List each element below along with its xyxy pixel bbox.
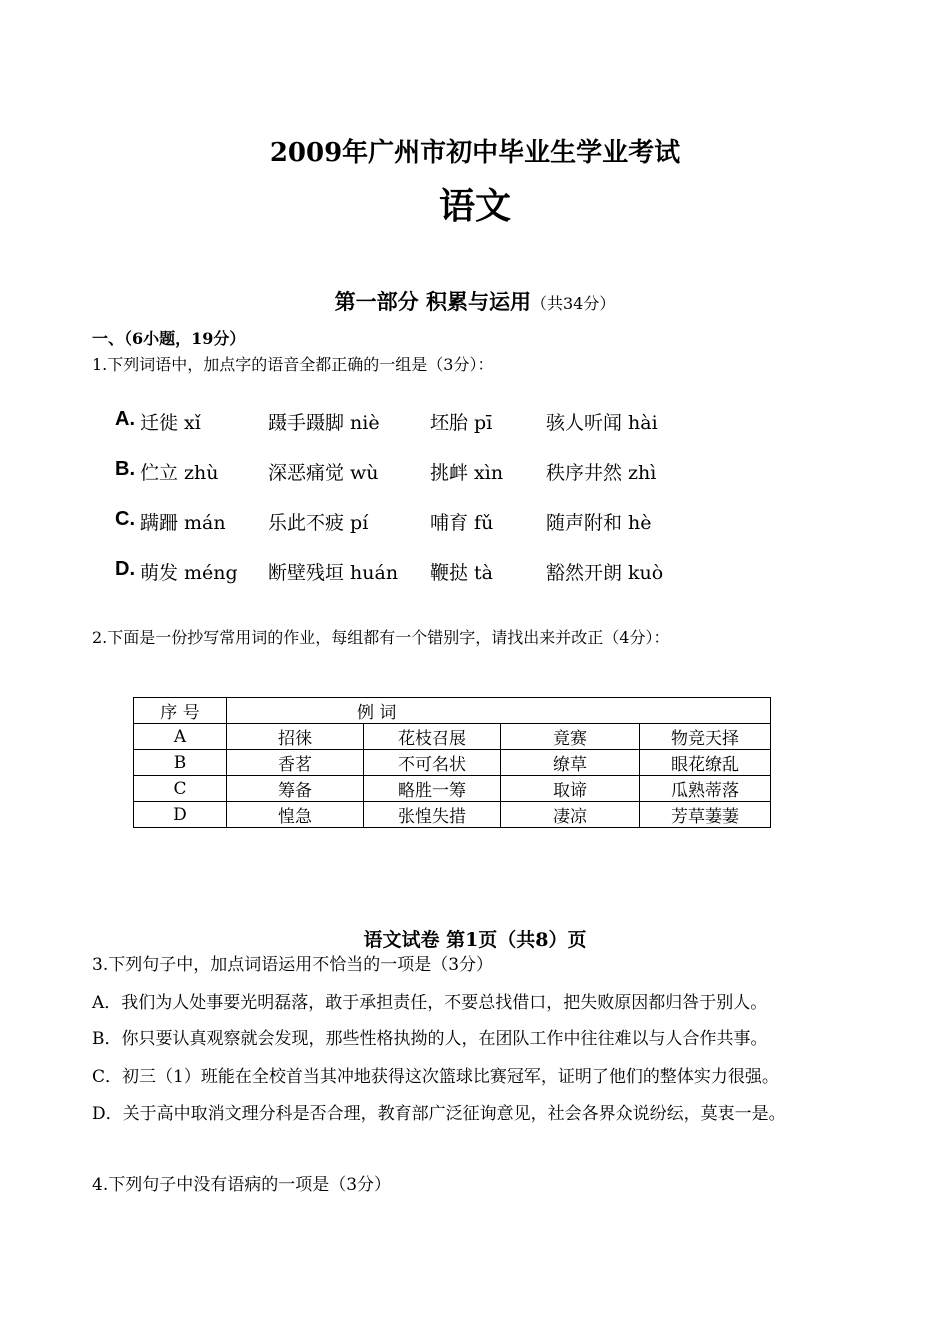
option-word: 迁徙 xǐ	[140, 412, 201, 434]
table-row	[134, 802, 771, 828]
table-cell: 物竞天择	[640, 724, 771, 750]
question-3-option-b: B．你只要认真观察就会发现，那些性格执拗的人，在团队工作中往往难以与人合作共事。	[92, 1029, 768, 1049]
table-cell: C	[134, 776, 227, 802]
table-cell: 香茗	[227, 750, 364, 776]
table-cell: 取谛	[501, 776, 640, 802]
page-footer: 语文试卷 第1页（共8）页	[363, 929, 587, 951]
option-label: B.	[115, 458, 135, 480]
part-title: 第一部分 积累与运用	[334, 289, 531, 314]
table-cell: 不可名状	[364, 750, 501, 776]
option-word: 萌发 méng	[140, 562, 238, 584]
table-header: 序 号	[134, 698, 227, 724]
question-3-option-a: A．我们为人处事要光明磊落，敢于承担责任，不要总找借口，把失败原因都归咎于别人。	[92, 993, 768, 1013]
question-2-stem: 2.下面是一份抄写常用词的作业，每组都有一个错别字，请找出来并改正（4分）：	[92, 628, 670, 647]
option-word: 坯胎 pī	[430, 412, 493, 434]
table-cell: 凄凉	[501, 802, 640, 828]
section-heading: 一、（6小题，19分）	[92, 329, 246, 348]
question-3-option-d: D．关于高中取消文理分科是否合理，教育部广泛征询意见，社会各界众说纷纭，莫衷一是。	[92, 1104, 786, 1124]
option-word: 随声附和 hè	[546, 512, 652, 534]
question-3-stem: 3.下列句子中，加点词语运用不恰当的一项是（3分）	[92, 955, 494, 975]
table-cell: D	[134, 802, 227, 828]
option-word: 深恶痛觉 wù	[268, 462, 379, 484]
option-label: A.	[115, 408, 135, 430]
table-cell: 眼花缭乱	[640, 750, 771, 776]
part-score: （共34分）	[530, 294, 616, 313]
option-word: 伫立 zhù	[140, 462, 219, 484]
question-1-stem: 1.下列词语中，加点字的语音全都正确的一组是（3分）：	[92, 355, 494, 374]
table-cell: 招徕	[227, 724, 364, 750]
subject-title: 语文	[438, 185, 511, 227]
option-word: 乐此不疲 pí	[268, 512, 369, 534]
option-word: 骇人听闻 hài	[546, 412, 658, 434]
option-c	[115, 508, 135, 531]
table-cell: 芳草萋萋	[640, 802, 771, 828]
exam-title: 2009年广州市初中毕业生学业考试	[269, 138, 681, 168]
question-4-stem: 4.下列句子中没有语病的一项是（3分）	[92, 1175, 392, 1195]
option-b	[115, 458, 135, 481]
table-cell: 缭草	[501, 750, 640, 776]
word-table	[133, 697, 771, 828]
option-label: D.	[115, 558, 135, 580]
table-header: 例 词	[227, 698, 771, 724]
question-3-option-c: C．初三（1）班能在全校首当其冲地获得这次篮球比赛冠军，证明了他们的整体实力很强。	[92, 1067, 779, 1087]
option-a	[115, 408, 135, 431]
option-word: 蹒跚 mán	[140, 512, 226, 534]
option-d	[115, 558, 135, 581]
option-label: C.	[115, 508, 135, 530]
table-cell: A	[134, 724, 227, 750]
option-word: 蹑手蹑脚 niè	[268, 412, 380, 434]
option-word: 挑衅 xìn	[430, 462, 504, 484]
table-cell: 瓜熟蒂落	[640, 776, 771, 802]
table-cell: 筹备	[227, 776, 364, 802]
table-row	[134, 750, 771, 776]
table-cell: B	[134, 750, 227, 776]
table-cell: 竟赛	[501, 724, 640, 750]
table-row	[134, 776, 771, 802]
part-heading	[0, 286, 950, 316]
table-cell: 略胜一筹	[364, 776, 501, 802]
table-cell: 花枝召展	[364, 724, 501, 750]
table-row	[134, 724, 771, 750]
option-word: 断壁残垣 huán	[268, 562, 399, 584]
table-cell: 张惶失措	[364, 802, 501, 828]
option-word: 秩序井然 zhì	[546, 462, 657, 484]
table-header-row	[134, 698, 771, 724]
table-cell: 惶急	[227, 802, 364, 828]
option-word: 豁然开朗 kuò	[546, 562, 664, 584]
option-word: 鞭挞 tà	[430, 562, 494, 584]
option-word: 哺育 fǔ	[430, 512, 494, 534]
